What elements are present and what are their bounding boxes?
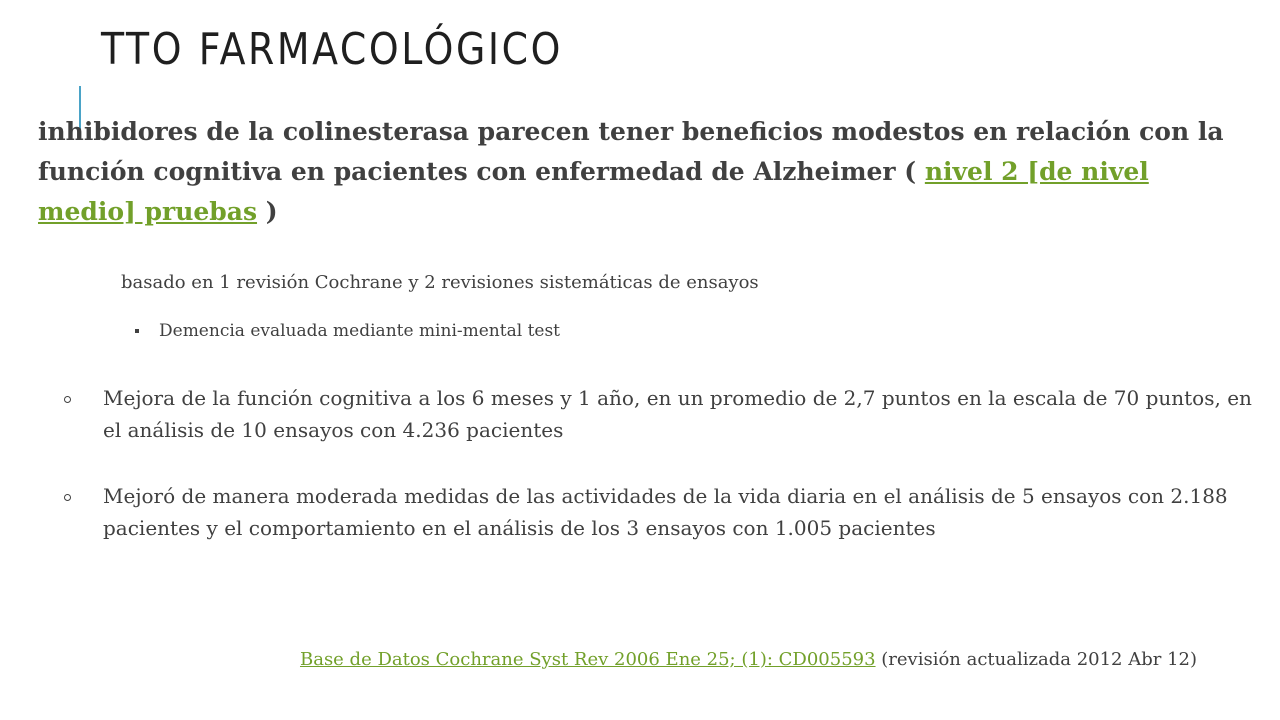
circle-bullet-icon	[64, 494, 71, 501]
list-item	[121, 318, 560, 344]
list-item-text: Demencia evaluada mediante mini-mental test	[159, 321, 561, 341]
list-item	[64, 382, 1259, 446]
circle-bullet-icon	[64, 396, 71, 403]
list-item	[64, 480, 1259, 544]
cochrane-reference-link[interactable]: Base de Datos Cochrane Syst Rev 2006 Ene 25; (1): CD005593	[299, 649, 876, 670]
list-item-text: Mejora de la función cognitiva a los 6 meses y 1 año, en un promedio de 2,7 puntos en la escala de 70 puntos, en el análisis de 10 ensayos con 4.236 pacientes	[103, 386, 1252, 442]
evidence-level-link[interactable]: nivel 2 [de nivel medio] pruebas	[38, 157, 1149, 226]
square-bullet-icon	[135, 329, 139, 333]
evidence-basis-text: basado en 1 revisión Cochrane y 2 revisiones sistemáticas de ensayos	[121, 272, 759, 293]
lead-text: inhibidores de la colinesterasa parecen tener beneficios modestos en relación con la función cognitiva en pacientes con enfermedad de Alzheimer (	[38, 117, 1224, 186]
reference-note: (revisión actualizada 2012 Abr 12)	[875, 649, 1197, 670]
reference-citation	[300, 647, 1197, 673]
slide-title: TTO FARMACOLÓGICO	[101, 24, 563, 75]
lead-text-end: )	[257, 197, 278, 226]
lead-paragraph	[38, 112, 1238, 232]
list-item-text: Mejoró de manera moderada medidas de las actividades de la vida diaria en el análisis de 5 ensayos con 2.188 pacientes y el comportamiento en el análisis de los 3 ensayos con 1.005 pacientes	[103, 484, 1228, 540]
